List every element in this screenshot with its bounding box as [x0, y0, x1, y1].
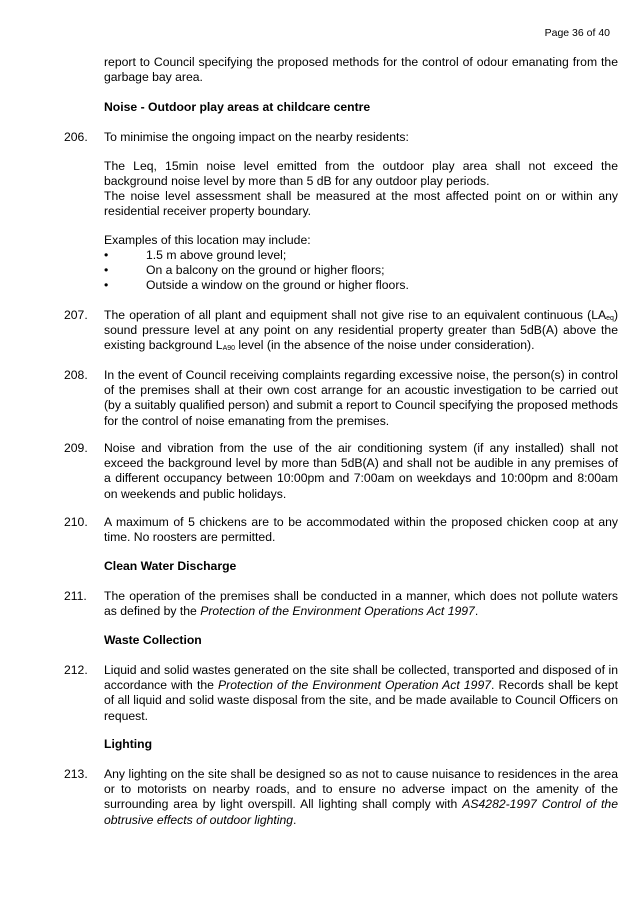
clause-213-text-part: Any lighting on the site shall be designed so as not to cause nuisance to residences in the area or to motorists on nearby roads, and to ensure no adverse impact on the amenity of the surrounding area by light overspill. All lighting shall comply with [104, 767, 618, 812]
clause-210-text: A maximum of 5 chickens are to be accommodated within the proposed chicken coop at any time. No roosters are permitted. [104, 515, 618, 545]
clause-210-number: 210. [64, 515, 88, 529]
clause-213-text [104, 767, 618, 828]
clause-209-text: Noise and vibration from the use of the air conditioning system (if any installed) shall not exceed the background level by more than 5dB(A) and shall not be audible in any premises of a different occupancy between 10:00pm and 7:00am on weekdays and 10:00pm and 8:00am on weekends and public holidays. [104, 441, 618, 501]
clause-211-text [104, 589, 618, 619]
leq-subscript: eq [606, 315, 614, 322]
clause-211-number: 211. [64, 589, 87, 603]
act-title: Protection of the Environment Operation Act 1997 [218, 678, 492, 693]
bullet-icon: • [104, 248, 109, 262]
clause-213-number: 213. [64, 767, 88, 781]
clause-206-examples-lead: Examples of this location may include: [104, 233, 311, 247]
bullet-text: Outside a window on the ground or higher floors. [146, 278, 409, 292]
clause-211-text-part: . [474, 604, 479, 619]
lighting-heading: Lighting [104, 737, 153, 751]
clause-212-number: 212. [64, 663, 88, 677]
act-title: Protection of the Environment Operations Act 1997 [200, 604, 475, 619]
bullet-icon: • [104, 263, 109, 277]
bullet-icon: • [104, 278, 109, 292]
clause-213-text-part: . [293, 812, 297, 827]
standard-title: AS4282-1997 Control of the obtrusive effects of outdoor lighting [104, 797, 618, 827]
clause-208-number: 208. [64, 368, 88, 382]
clause-206-paragraph-1: The Leq, 15min noise level emitted from the outdoor play area shall not exceed the background noise level by more than 5 dB for any outdoor play periods. [104, 159, 618, 189]
clause-207-text-part: The operation of all plant and equipment shall not give rise to an equivalent continuous (LA [104, 308, 607, 322]
clause-206-paragraph-2: The noise level assessment shall be measured at the most affected point on or within any residential receiver property boundary. [104, 189, 618, 219]
clause-207-text-part: ) sound pressure level at any point on any residential property greater than 5dB(A) above the existing background L [104, 308, 618, 353]
clause-212-text [104, 663, 618, 724]
clause-208-text: In the event of Council receiving complaints regarding excessive noise, the person(s) in control of the premises shall at their own cost arrange for an acoustic investigation to be carried out (by a suitably qualified person) and submit a report to Council specifying the proposed methods for the control of noise emanating from the premises. [104, 368, 618, 428]
intro-paragraph: report to Council specifying the proposed methods for the control of odour emanating from the garbage bay area. [104, 55, 618, 85]
clause-212-text-part: . Records shall be kept of all liquid and solid waste disposal from the site, and be made available to Council Officers on request. [104, 678, 618, 723]
clause-206-lead: To minimise the ongoing impact on the nearby residents: [104, 130, 409, 144]
clause-207-text-part: level (in the absence of the noise under consideration). [235, 338, 535, 353]
clause-207-number: 207. [64, 308, 88, 322]
clause-209-number: 209. [64, 441, 88, 455]
bullet-text: 1.5 m above ground level; [146, 248, 287, 262]
clause-212-text-part: Liquid and solid wastes generated on the site shall be collected, transported and disposed of in accordance with the [104, 663, 618, 693]
waste-collection-heading: Waste Collection [104, 633, 202, 647]
clean-water-heading: Clean Water Discharge [104, 559, 237, 573]
clause-207-text [104, 308, 618, 354]
clause-211-text-part: The operation of the premises shall be conducted in a manner, which does not pollute waters as defined by the [104, 589, 618, 619]
page-number: Page 36 of 40 [544, 27, 610, 39]
la90-subscript: A90 [222, 345, 236, 353]
clause-206-number: 206. [64, 130, 88, 144]
bullet-text: On a balcony on the ground or higher floors; [146, 263, 385, 277]
noise-heading: Noise - Outdoor play areas at childcare centre [104, 100, 371, 114]
